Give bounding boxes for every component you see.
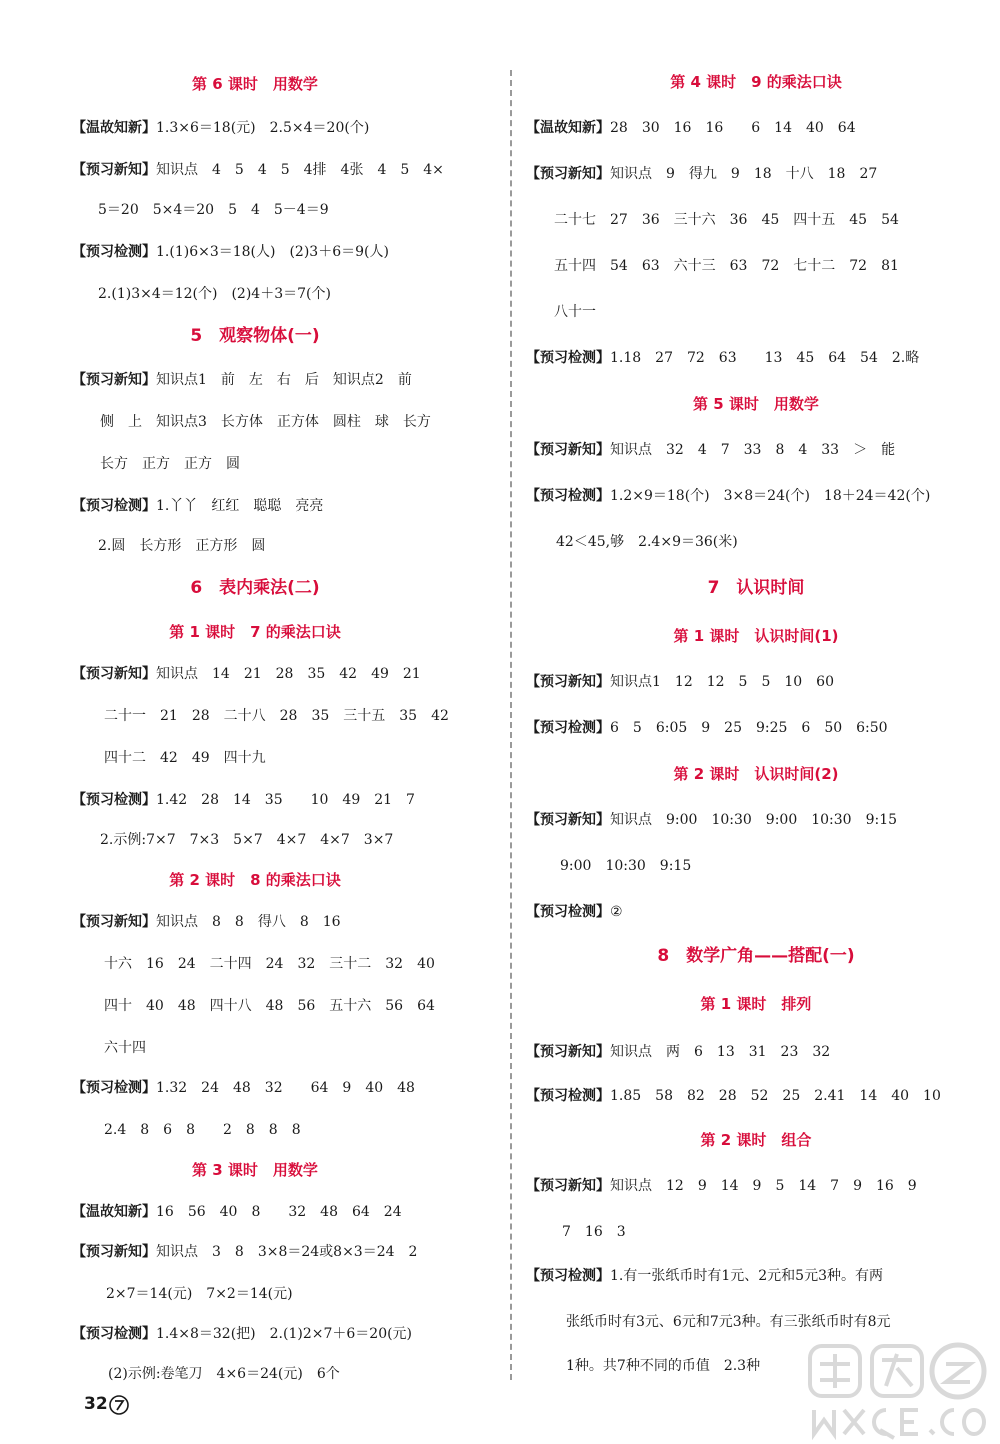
section-tag: 【预习检测】 (526, 1268, 610, 1284)
answer-text: 16 56 40 8 32 48 64 24 (156, 1204, 402, 1220)
answer-line: 四十二 42 49 四十九 (104, 750, 266, 766)
answer-text: 1.丫丫 红红 聪聪 亮亮 (156, 498, 324, 514)
answer-text: 知识点 32 4 7 33 8 4 33 ＞ 能 (610, 442, 896, 458)
answer-line: 9:00 10:30 9:15 (560, 858, 692, 874)
answer-text: 知识点 4 5 4 5 4排 4张 4 5 4× (156, 162, 444, 178)
lesson-title: 第 2 课时 认识时间(2) (673, 765, 839, 783)
answer-text: 28 30 16 16 6 14 40 64 (610, 120, 856, 136)
answer-line: 长方 正方 正方 圆 (100, 456, 240, 472)
section-tag: 【预习新知】 (526, 442, 610, 458)
unit-title: 5 观察物体(一) (190, 326, 320, 346)
answer-line (526, 1266, 883, 1286)
right-column (512, 0, 1000, 1444)
answer-line (72, 242, 389, 262)
section-tag: 【预习新知】 (72, 162, 156, 178)
answer-text: 知识点 3 8 3×8＝24或8×3＝24 2 (156, 1244, 418, 1260)
lesson-title: 第 6 课时 用数学 (192, 75, 318, 93)
section-tag: 【预习新知】 (72, 666, 156, 682)
lesson-title: 第 1 课时 认识时间(1) (673, 627, 839, 645)
answer-line (526, 486, 930, 506)
answer-line (72, 1242, 417, 1262)
section-tag: 【预习检测】 (526, 904, 610, 920)
watermark-logo-icon (806, 1340, 992, 1440)
section-tag: 【预习检测】 (526, 720, 610, 736)
lesson-title: 第 4 课时 9 的乘法口诀 (670, 73, 842, 91)
answer-text: 1.2×9＝18(个) 3×8＝24(个) 18＋24＝42(个) (610, 488, 931, 504)
answer-line (526, 672, 834, 692)
section-tag: 【预习检测】 (526, 350, 610, 366)
answer-text: 1.18 27 72 63 13 45 64 54 2.略 (610, 350, 920, 366)
answer-line (526, 718, 888, 738)
answer-line: 2×7＝14(元) 7×2＝14(元) (106, 1286, 293, 1302)
answer-text: 6 5 6:05 9 25 9:25 6 50 6:50 (610, 720, 888, 736)
lesson-title: 第 2 课时 组合 (700, 1131, 812, 1149)
lesson-title: 第 5 课时 用数学 (693, 395, 819, 413)
answer-line (526, 1086, 941, 1106)
answer-text: 知识点1 前 左 右 后 知识点2 前 (156, 372, 412, 388)
answer-text: 知识点 12 9 14 9 5 14 7 9 16 9 (610, 1178, 917, 1194)
answer-line: 2.4 8 6 8 2 8 8 8 (104, 1122, 301, 1138)
section-tag: 【预习检测】 (72, 498, 156, 514)
answer-text: 1.85 58 82 28 52 25 2.41 14 40 10 (610, 1088, 941, 1104)
answer-line (526, 810, 897, 830)
answer-line (526, 902, 623, 922)
answer-line: 五十四 54 63 六十三 63 72 七十二 72 81 (554, 258, 899, 274)
section-tag: 【预习新知】 (72, 914, 156, 930)
lesson-title: 第 1 课时 7 的乘法口诀 (169, 623, 341, 641)
answer-line: 42＜45,够 2.4×9＝36(米) (556, 534, 738, 550)
answer-text: 知识点1 12 12 5 5 10 60 (610, 674, 834, 690)
section-tag: 【温故知新】 (72, 1204, 156, 1220)
section-tag: 【温故知新】 (72, 120, 156, 136)
section-tag: 【预习新知】 (526, 166, 610, 182)
answer-text: 1.有一张纸币时有1元、2元和5元3种。有两 (610, 1268, 883, 1284)
lesson-title: 第 3 课时 用数学 (192, 1161, 318, 1179)
answer-text: 1.32 24 48 32 64 9 40 48 (156, 1080, 415, 1096)
answer-line: (2)示例:卷笔刀 4×6＝24(元) 6个 (108, 1366, 340, 1382)
answer-line (72, 160, 444, 180)
answer-line: 侧 上 知识点3 长方体 正方体 圆柱 球 长方 (100, 414, 431, 430)
unit-title: 7 认识时间 (707, 578, 805, 598)
answer-line: 四十 40 48 四十八 48 56 五十六 56 64 (104, 998, 435, 1014)
answer-text: 知识点 两 6 13 31 23 32 (610, 1044, 831, 1060)
answer-line (526, 118, 856, 138)
answer-line (72, 496, 323, 516)
section-tag: 【预习检测】 (526, 488, 610, 504)
answer-line (72, 118, 369, 138)
page-number: 32 (84, 1394, 108, 1414)
answer-line (72, 664, 421, 684)
answer-text: 知识点 9:00 10:30 9:00 10:30 9:15 (610, 812, 898, 828)
answer-line (72, 912, 341, 932)
section-tag: 【预习新知】 (526, 812, 610, 828)
answer-line: 5＝20 5×4＝20 5 4 5－4＝9 (98, 202, 329, 218)
section-tag: 【预习检测】 (526, 1088, 610, 1104)
section-tag: 【预习检测】 (72, 792, 156, 808)
section-tag: 【预习新知】 (72, 372, 156, 388)
answer-line: 八十一 (554, 304, 596, 320)
unit-title: 6 表内乘法(二) (190, 578, 320, 598)
section-tag: 【预习新知】 (72, 1244, 156, 1260)
answer-text: 1.(1)6×3＝18(人) (2)3＋6＝9(人) (156, 244, 389, 260)
section-tag: 【预习新知】 (526, 674, 610, 690)
answer-line (72, 1324, 412, 1344)
answer-text: ② (610, 904, 623, 920)
section-tag: 【预习检测】 (72, 244, 156, 260)
unit-title: 8 数学广角——搭配(一) (657, 946, 855, 966)
publisher-logo-icon (108, 1394, 130, 1416)
answer-line: 二十一 21 28 二十八 28 35 三十五 35 42 (104, 708, 449, 724)
section-tag: 【预习检测】 (72, 1326, 156, 1342)
answer-line: 六十四 (104, 1040, 146, 1056)
answer-line: 二十七 27 36 三十六 36 45 四十五 45 54 (554, 212, 899, 228)
answer-text: 知识点 9 得九 9 18 十八 18 27 (610, 166, 878, 182)
answer-line: 十六 16 24 二十四 24 32 三十二 32 40 (104, 956, 435, 972)
answer-line (526, 1176, 917, 1196)
answer-line (72, 1202, 402, 1222)
lesson-title: 第 1 课时 排列 (700, 995, 812, 1013)
answer-line: 2.(1)3×4＝12(个) (2)4＋3＝7(个) (98, 286, 331, 302)
answer-line (72, 790, 415, 810)
section-tag: 【预习新知】 (526, 1178, 610, 1194)
answer-line: 2.示例:7×7 7×3 5×7 4×7 4×7 3×7 (100, 832, 394, 848)
section-tag: 【温故知新】 (526, 120, 610, 136)
answer-text: 1.42 28 14 35 10 49 21 7 (156, 792, 415, 808)
answer-text: 1.4×8＝32(把) 2.(1)2×7＋6＝20(元) (156, 1326, 413, 1342)
answer-line (526, 164, 877, 184)
answer-line (526, 440, 895, 460)
answer-line: 张纸币时有3元、6元和7元3种。有三张纸币时有8元 (566, 1314, 891, 1330)
answer-text: 知识点 8 8 得八 8 16 (156, 914, 341, 930)
section-tag: 【预习新知】 (526, 1044, 610, 1060)
answer-line (526, 1042, 830, 1062)
answer-line (526, 348, 919, 368)
answer-line: 2.圆 长方形 正方形 圆 (98, 538, 266, 554)
answer-line: 1种。共7种不同的币值 2.3种 (566, 1358, 761, 1374)
answer-line (72, 1078, 415, 1098)
lesson-title: 第 2 课时 8 的乘法口诀 (169, 871, 341, 889)
section-tag: 【预习检测】 (72, 1080, 156, 1096)
answer-text: 1.3×6＝18(元) 2.5×4＝20(个) (156, 120, 370, 136)
answer-line: 7 16 3 (562, 1224, 626, 1240)
answer-line (72, 370, 412, 390)
answer-text: 知识点 14 21 28 35 42 49 21 (156, 666, 421, 682)
